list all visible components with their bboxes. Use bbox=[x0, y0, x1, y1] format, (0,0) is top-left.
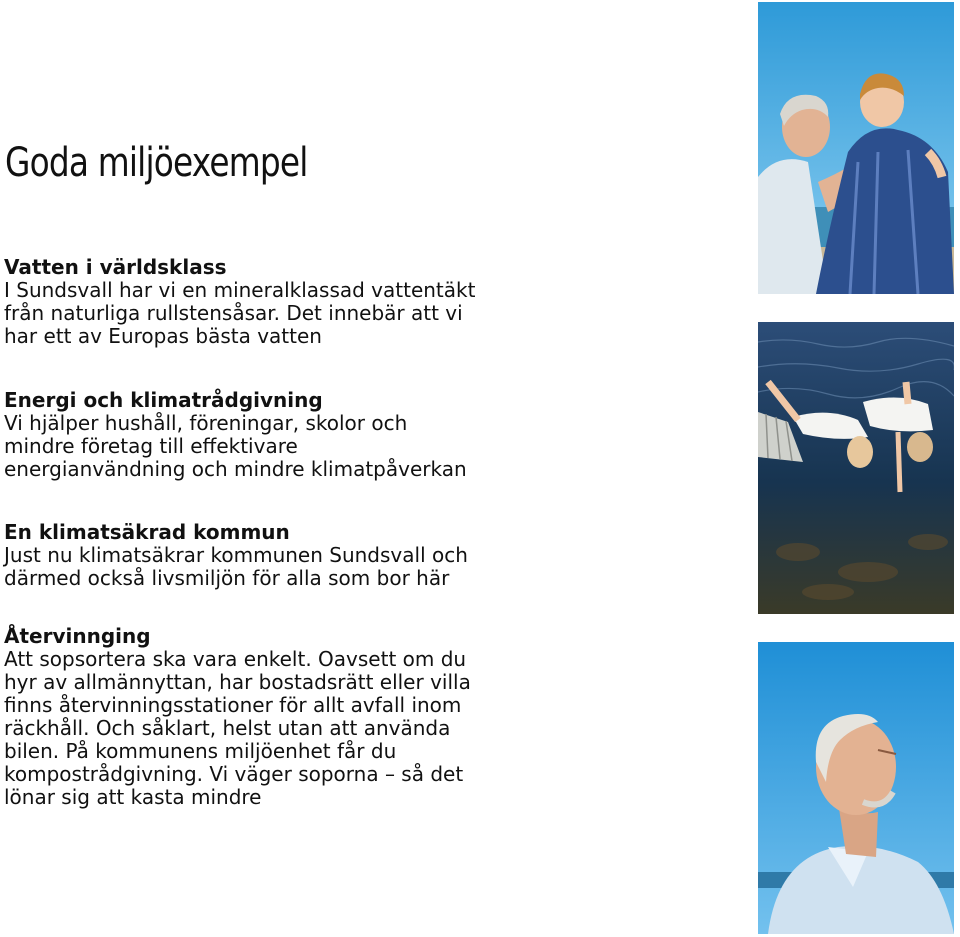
section-heading: Återvinnging bbox=[4, 624, 151, 648]
section-energy bbox=[4, 389, 744, 481]
page-title: Goda miljöexempel bbox=[5, 140, 308, 186]
section-body: Just nu klimatsäkrar kommunen Sundsvall och därmed också livsmiljön för alla som bor här bbox=[4, 543, 468, 590]
section-heading: Energi och klimatrådgivning bbox=[4, 388, 323, 412]
section-body: Vi hjälper hushåll, föreningar, skolor och mindre företag till effektivare energianvändning och mindre klimatpåverkan bbox=[4, 411, 467, 481]
section-body: I Sundsvall har vi en mineralklassad vattentäkt från naturliga rullstensåsar. Det innebär att vi har ett av Europas bästa vatten bbox=[4, 278, 476, 348]
photo-older-man-sun bbox=[758, 642, 954, 934]
section-recycling bbox=[4, 625, 744, 809]
section-heading: Vatten i världsklass bbox=[4, 255, 227, 279]
section-heading: En klimatsäkrad kommun bbox=[4, 520, 290, 544]
section-body: Att sopsortera ska vara enkelt. Oavsett om du hyr av allmännyttan, har bostadsrätt eller villa finns återvinningsstationer för allt avfall inom räckhåll. Och såklart, helst utan att använda bilen. På kommunens miljöenhet får du kompostrådgivning. Vi väger soporna – så det lönar sig att kasta mindre bbox=[4, 647, 471, 809]
section-water bbox=[4, 256, 744, 348]
section-climate bbox=[4, 521, 744, 590]
photo-grandfather-child bbox=[758, 2, 954, 294]
photo-children-jetty bbox=[758, 322, 954, 614]
